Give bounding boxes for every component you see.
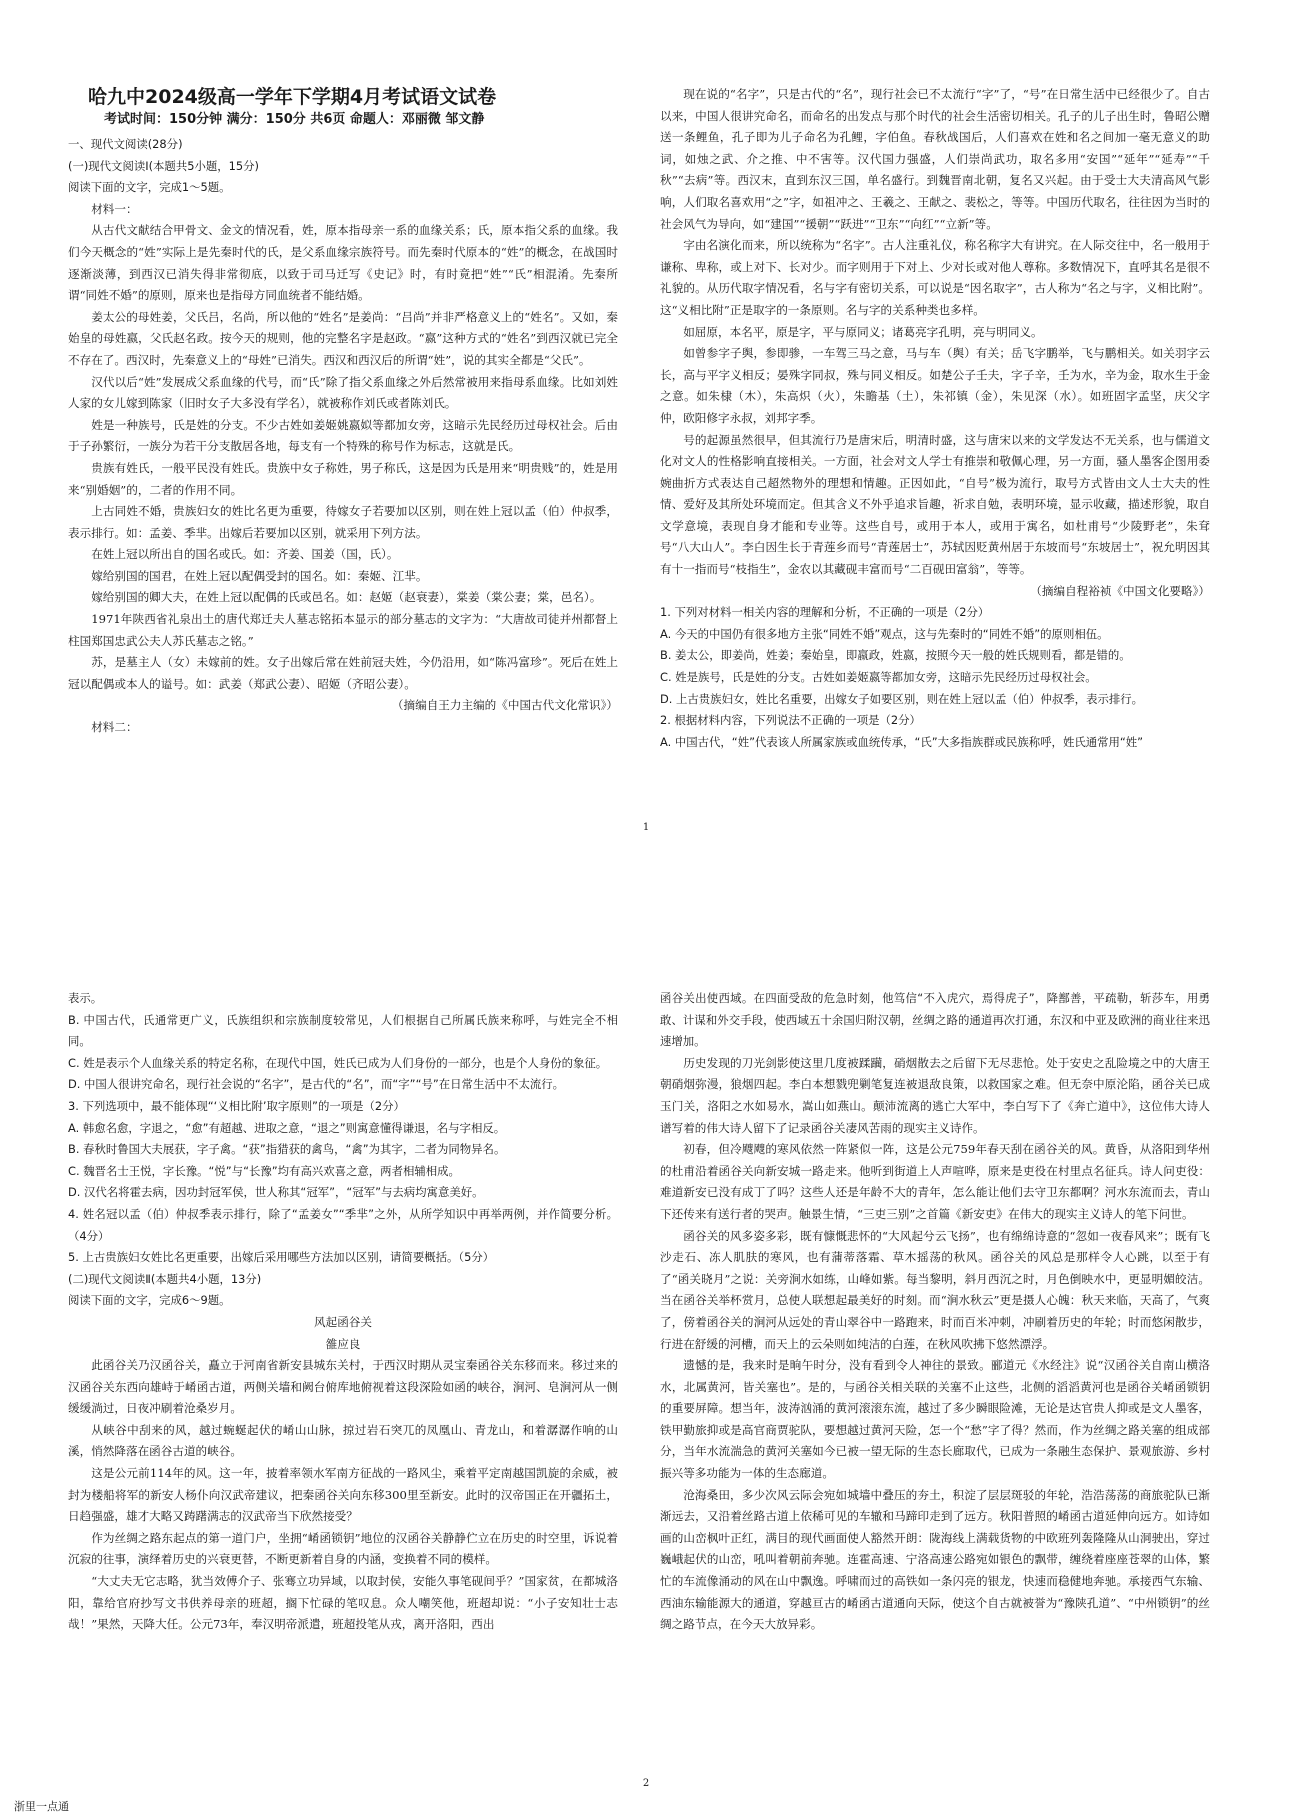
exam-meta: 考试时间：150分钟 满分：150分 共6页 命题人：邓丽微 邹文静 [104,112,485,127]
paragraph: 材料二： [91,720,138,735]
paragraph: 历史发现的刀光剑影使这里几度被蹂躏，硝烟散去之后留下无尽悲怆。处于安史之乱险境之中的大唐王朝硝烟弥漫，狼烟四起。李白本想戮兜剿笔复连被退敌良策，以救国家之难。但无奈中原沦陷，函谷关已成玉门关，洛阳之水如易水，嵩山如燕山。颠沛流离的逃亡大军中，李白写下了《奔亡道中》，这位伟大诗人谱写着的伟大诗人留下了记录函谷关凄风苦雨的现实主义诗作。 [660,1055,1210,1135]
paragraph: 汉代以后“姓”发展成父系血缘的代号，而“氏”除了指父系血缘之外后然常被用来指母系血缘。比如刘姓人家的女儿嫁到陈家（旧时女子大多没有学名），就被称作刘氏或者陈刘氏。 [68,374,618,411]
paragraph: 如屈原，本名平，原是字，平与原同义；诸葛亮字孔明，亮与明同义。 [683,324,1043,339]
paragraph: D. 中国人很讲究命名，现行社会说的“名字”，是古代的“名”，而“字”“号”在日常生活中不太流行。 [68,1077,565,1092]
paragraph: D. 上古贵族妇女，姓比名重要，出嫁女子如要区别，则在姓上冠以孟（伯）仲叔季，表示排行。 [660,691,1144,706]
paragraph: 嫁给别国的卿大夫，在姓上冠以配偶的氏或邑名。如：赵姬（赵衰妻），棠姜（棠公妻；棠，邑名）。 [91,590,602,605]
paragraph: (二)现代文阅读Ⅱ(本题共4小题，13分) [68,1271,262,1286]
paragraph: C. 姓是族号，氏是姓的分支。古姓如姜姬嬴等都加女旁，这暗示先民经历过母权社会。 [660,670,1097,685]
page2-right-column [660,988,1210,1636]
paragraph: 4. 姓名冠以孟（伯）仲叔季表示排行，除了“孟姜女”“季芈”之外，从所学知识中再举两例，并作简要分析。（4分） [68,1206,618,1243]
paragraph: A. 中国古代，“姓”代表该人所属家族或血统传承，“氏”大多指族群或民族称呼，姓氏通常用“姓” [660,734,1144,749]
paragraph: 5. 上古贵族妇女姓比名更重要，出嫁后采用哪些方法加以区别，请简要概括。（5分） [68,1250,495,1265]
paragraph: D. 汉代名将霍去病，因功封冠军侯，世人称其“冠军”，“冠军”与去病均寓意美好。 [68,1185,484,1200]
page-number: 2 [642,1778,650,1789]
paragraph: B. 中国古代，氏通常更广义，氏族组织和宗族制度较常见，人们根据自己所属氏族来称呼，与姓完全不相同。 [68,1012,618,1049]
exam-page-2 [0,910,1290,1798]
paragraph: （摘编自王力主编的《中国古代文化常识》） [391,698,618,713]
paragraph: 姓是一种族号，氏是姓的分支。不少古姓如姜姬姚嬴姒等都加女旁，这暗示先民经历过母权社会。后由于子孙繁衍，一族分为若干分支散居各地，每支有一个特殊的称号作为标志，这就是氏。 [68,417,618,454]
page1-right-column [660,84,1210,753]
paragraph: 苏，是墓主人（女）未嫁前的姓。女子出嫁后常在姓前冠夫姓，今仍沿用，如“陈冯富珍”。死后在姓上冠以配偶或本人的谥号。如：武姜（郑武公妻）、昭姬（齐昭公妻）。 [68,655,618,691]
paragraph: 阅读下面的文字，完成1～5题。 [68,180,231,195]
paragraph: 3. 下列选项中，最不能体现“‘义相比附’取字原则”的一项是（2分） [68,1098,405,1113]
paragraph: 嫁给别国的国君，在姓上冠以配偶受封的国名。如：秦姬、江芈。 [91,568,428,583]
footer-watermark: 浙里一点通 [14,1800,69,1813]
page2-left-column [68,988,618,1636]
paragraph: 遗憾的是，我来时是晌午时分，没有看到令人神往的景致。郦道元《水经注》说“汉函谷关自南山横洛水，北属黄河，皆关塞也”。是的，与函谷关相关联的关塞不止这些，北侧的滔滔黄河也是函谷关崤函锁钥的重要屏障。想当年，波涛汹涌的黄河滚滚东流，越过了多少瞬眼险滩，无论是达官贵人抑或是文人墨客，铁甲勤旅抑或是高官商贾驼队，要想越过黄河天险，怎一个“愁”字了得？然而，作为丝绸之路关塞的组成部分，当年水流湍急的黄河关塞如今已被一望无际的生态长廊取代，已成为一条融生态保护、景观旅游、乡村振兴等多功能为一体的生态廊道。 [660,1358,1210,1481]
paragraph: 如曾参字子舆，参即骖，一车驾三马之意，马与车（舆）有关；岳飞字鹏举，飞与鹏相关。如关羽字云长，高与平字义相反；晏殊字同叔，殊与同义相反。如楚公子壬夫，字子辛，壬为水，辛为金，取水生于金之意。如朱棣（木），朱高炽（火），朱瞻基（土），朱祁镇（金），朱见深（水）。如班固字孟坚，庆父字仲，欧阳修字永叔，刘邦字季。 [660,346,1210,425]
paragraph: “大丈夫无它志略，犹当效傅介子、张骞立功异域，以取封侯，安能久事笔砚间乎？”国家贫，在都城洛阳，靠给官府抄写文书供养母亲的班超，搁下忙碌的笔叹息。众人嘲笑他，班超却说：“小子安知壮士志哉！”果然，天降大任。公元73年，奉汉明帝派遣，班超投笔从戎，离开洛阳，西出 [68,1574,618,1632]
paragraph: 风起函谷关 [314,1314,372,1329]
paragraph: （摘编自程裕祯《中国文化要略》） [1030,583,1210,598]
exam-title: 哈九中2024级高一学年下学期4月考试语文试卷 [88,86,497,108]
paragraph: 一、现代文阅读(28分) [68,137,183,151]
paragraph: 阅读下面的文字，完成6～9题。 [68,1293,231,1308]
paragraph: 初春，但冷飕飕的寒风依然一阵紧似一阵，这是公元759年春天刮在函谷关的风。黄昏，从洛阳到华州的杜甫沿着函谷关向新安城一路走来。他听到街道上人声喧哗，原来是吏役在村里点名征兵。诗人问吏役：难道新安已没有成丁了吗？这些人还是年龄不大的青年，怎么能让他们去守卫东都啊？河水东流而去，青山下还传来有送行者的哭声。触景生情，“三吏三别”之首篇《新安吏》在伟大的现实主义诗人的笔下问世。 [660,1142,1210,1221]
paragraph: 函谷关出使西域。在四面受敌的危急时刻，他笃信“不入虎穴，焉得虎子”，降鄯善，平疏勒，斩莎车，用勇敢、计谋和外交手段，使西域五十余国归附汉朝，丝绸之路的通道再次打通，东汉和中亚及欧洲的商业往来迅速增加。 [660,991,1210,1049]
paragraph: 雒应良 [325,1336,361,1351]
paragraph: 材料一： [91,201,138,216]
paragraph: 号的起源虽然很早，但其流行乃是唐宋后，明清时盛，这与唐宋以来的文学发达不无关系，也与儒道文化对文人的性格影响直接相关。一方面，社会对文人学士有推崇和敬佩心理，另一方面，骚人墨客企图用委婉曲折方式表达自己超然物外的理想和情趣。正因如此，“自号”极为流行，取号方式皆由文人士大夫的性情、爱好及其所处环境而定。但其含义不外乎追求旨趣，祈求自勉，表明环境，显示收藏，描述形貌，取自文学意境，表现自身才能和专业等。这些自号，或用于本人，或用于寓名，如杜甫号“少陵野老”，朱耷号“八大山人”。李白因生长于青莲乡而号“青莲居士”，苏轼因贬黄州居于东坡而号“东坡居士”，祝允明因其有十一指而号“枝指生”，金农以其藏砚丰富而号“二百砚田富翁”，等等。 [660,432,1210,577]
paragraph: 沧海桑田，多少次风云际会宛如城墙中叠压的夯土，积淀了层层斑驳的年轮，浩浩荡荡的商旅驼队已渐渐远去，又沿着丝路古道上依稀可见的车辙和马蹄印走到了远方。秋阳普照的崤函古道延伸向远方。如诗如画的山峦枫叶正红，满目的现代画面使人豁然开朗：陇海线上满载货物的中欧班列轰隆隆从山洞驶出，穿过巍峨起伏的山峦，吼叫着朝前奔驰。连霍高速、宁洛高速公路宛如银色的飘带，缠绕着座座苍翠的山体，繁忙的车流像涌动的风在山中飘逸。呼啸而过的高铁如一条闪亮的银龙，快速而稳健地奔驰。承接西气东输、西油东输能源大的通道，穿越亘古的崤函古道通向天际，使这个自古就被誉为“豫陕孔道”、“中州锁钥”的丝绸之路节点，在今天大放异彩。 [660,1487,1210,1632]
paragraph: 这是公元前114年的风。这一年，披着率领水军南方征战的一路风尘，乘着平定南越国凯旋的余威，被封为楼船将军的新安人杨仆向汉武帝建议，把秦函谷关向东移300里至新安。此时的汉帝国正在开疆拓土，日趋强盛，雄才大略又踌躇满志的汉武帝当下欣然接受？ [68,1466,618,1524]
paragraph: B. 春秋时鲁国大夫展获，字子禽。“获”指猎获的禽鸟，“禽”为其字，二者为同物异名。 [68,1142,506,1157]
paragraph: 上古同姓不婚，贵族妇女的姓比名更为重要，待嫁女子若要加以区别，则在姓上冠以孟（伯）仲叔季，表示排行。如：孟姜、季芈。出嫁后若要加以区别，就采用下列方法。 [68,504,618,540]
paragraph: 函谷关的风多姿多彩，既有慷慨悲怀的“大风起兮云飞扬”，也有绵绵诗意的“忽如一夜春风来”；既有飞沙走石、冻人肌肤的寒风，也有蒲蒂落霜、草木摇荡的秋风。函谷关的风总是那样令人心跳，以至于有了“函关晓月”之说：关旁涧水如练，山峰如紫。每当黎明，斜月西沉之时，月色倒映水中，更显明媚皎洁。当在函谷关举杯赏月，总使人联想起最美好的时刻。而“涧水秋云”更是摄人心魄：秋天来临，天高了，气爽了，傍着函谷关的涧河从远处的青山翠谷中一路跑来，时而百米冲刺，冲刷着历史的年轮；时而悠闲散步，行进在舒缓的河槽，而天上的云朵则如纯洁的白莲，在秋风吹拂下悠然漂浮。 [660,1228,1210,1351]
page1-left-column [68,134,618,739]
paragraph: 在姓上冠以所出自的国名或氏。如：齐姜、国姜（国，氏）。 [91,547,399,562]
paragraph: 此函谷关乃汉函谷关，矗立于河南省新安县城东关村，于西汉时期从灵宝秦函谷关东移而来。移过来的汉函谷关东西向雄峙于崤函古道，两侧关墙和阙台俯库地俯视着这段深险如函的峡谷，涧河、皂涧河从一侧缓缓淌过，日夜冲刷着沧桑岁月。 [68,1358,618,1416]
page-number: 1 [642,822,650,833]
paragraph: B. 姜太公，即姜尚，姓姜；秦始皇，即嬴政，姓嬴，按照今天一般的姓氏规则看，都是错的。 [660,648,1131,663]
paragraph: 姜太公的母姓姜，父氏吕，名尚，所以他的“姓名”是姜尚：“吕尚”并非严格意义上的“姓名”。又如，秦始皇的母姓嬴，父氏赵名政。按今天的规则，他的完整名字是赵政。“嬴”这种方式的“姓名”到西汉就已完全不存在了。西汉时，先秦意义上的“母姓”已消失。西汉和西汉后的所谓“姓”，说的其实全都是“父氏”。 [68,309,618,367]
paragraph: 表示。 [68,991,103,1005]
paragraph: 现在说的“名字”，只是古代的“名”，现行社会已不太流行“字”了，“号”在日常生活中已经很少了。自古以来，中国人很讲究命名，而命名的出发点与那个时代的社会生活密切相关。孔子的儿子出生时，鲁昭公赠送一条鲤鱼，孔子即为儿子命名为孔鲤，字伯鱼。春秋战国后，人们喜欢在姓和名之间加一毫无意义的助词，如烛之武、介之推、中不害等。汉代国力强盛，人们崇尚武功，取名多用“安国”“延年”“延寿”“千秋”“去病”等。西汉末，直到东汉三国，单名盛行。到魏晋南北朝，复名又兴起。由于受士大夫清高风气影响，人们取名喜欢用“之”字，如祖冲之、王羲之、王献之、裴松之，等等。中国历代取名，往往因为当时的社会风气为导向，如“建国”“援朝”“跃进”“卫东”“向红”“立新”等。 [660,87,1210,231]
paragraph: C. 魏晋名士王悦，字长豫。“悦”与“长豫”均有高兴欢喜之意，两者相辅相成。 [68,1163,460,1178]
paragraph: 从峡谷中刮来的风，越过蜿蜒起伏的崤山山脉，掠过岩石突兀的凤凰山、青龙山，和着潺潺作响的山溪，悄然降落在函谷古道的峡谷。 [68,1422,618,1459]
paragraph: 2. 根据材料内容，下列说法不正确的一项是（2分） [660,713,921,728]
paragraph: 字由名演化而来，所以统称为“名字”。古人注重礼仪，称名称字大有讲究。在人际交往中，名一般用于谦称、卑称，或上对下、长对少。而字则用于下对上、少对长或对他人尊称。多数情况下，直呼其名是很不礼貌的。从历代取字情况看，名与字有密切关系，可以说是“因名取字”，古人称为“名之与字，义相比附”。这“义相比附”正是取字的一条原则。名与字的关系种类也多样。 [660,238,1210,317]
paragraph: 贵族有姓氏，一般平民没有姓氏。贵族中女子称姓，男子称氏，这是因为氏是用来“明贵贱”的，姓是用来“别婚姻”的，二者的作用不同。 [68,460,618,497]
paragraph: 从古代文献结合甲骨文、金文的情况看，姓，原本指母亲一系的血缘关系；氏，原本指父系的血缘。我们今天概念的“姓”实际上是先秦时代的氏，是父系血缘宗族符号。而先秦时代原本的“姓”的概念，在战国时逐渐淡薄，到西汉已消失得非常彻底，以致于司马迁写《史记》时，有时竟把“姓”“氏”相混淆。先秦所谓“同姓不婚”的原则，原来也是指母方同血统者不能结婚。 [68,223,618,303]
paragraph: 1971年陕西省礼泉出土的唐代郑迁夫人墓志铭拓本显示的部分墓志的文字为：“大唐故司徒并州都督上柱国郑国忠武公夫人苏氏墓志之铭。” [68,612,618,648]
paragraph: (一)现代文阅读Ⅰ(本题共5小题，15分) [68,158,259,173]
paragraph: A. 韩愈名愈，字退之，“愈”有超越、进取之意，“退之”则寓意懂得谦退，名与字相反。 [68,1120,506,1135]
paragraph: 1. 下列对材料一相关内容的理解和分析，不正确的一项是（2分） [660,605,990,620]
paragraph: 作为丝绸之路东起点的第一道门户，坐拥“崤函锁钥”地位的汉函谷关静静伫立在历史的时空里，诉说着沉寂的往事，演绎着历史的兴衰更替，不断更新着自身的内涵，变换着不同的模样。 [68,1530,618,1567]
paragraph: C. 姓是表示个人血缘关系的特定名称，在现代中国，姓氏已成为人们身份的一部分，也是个人身份的象征。 [68,1055,608,1070]
paragraph: A. 今天的中国仍有很多地方主张“同姓不婚”观点，这与先秦时的“同姓不婚”的原则相伍。 [660,626,1109,641]
